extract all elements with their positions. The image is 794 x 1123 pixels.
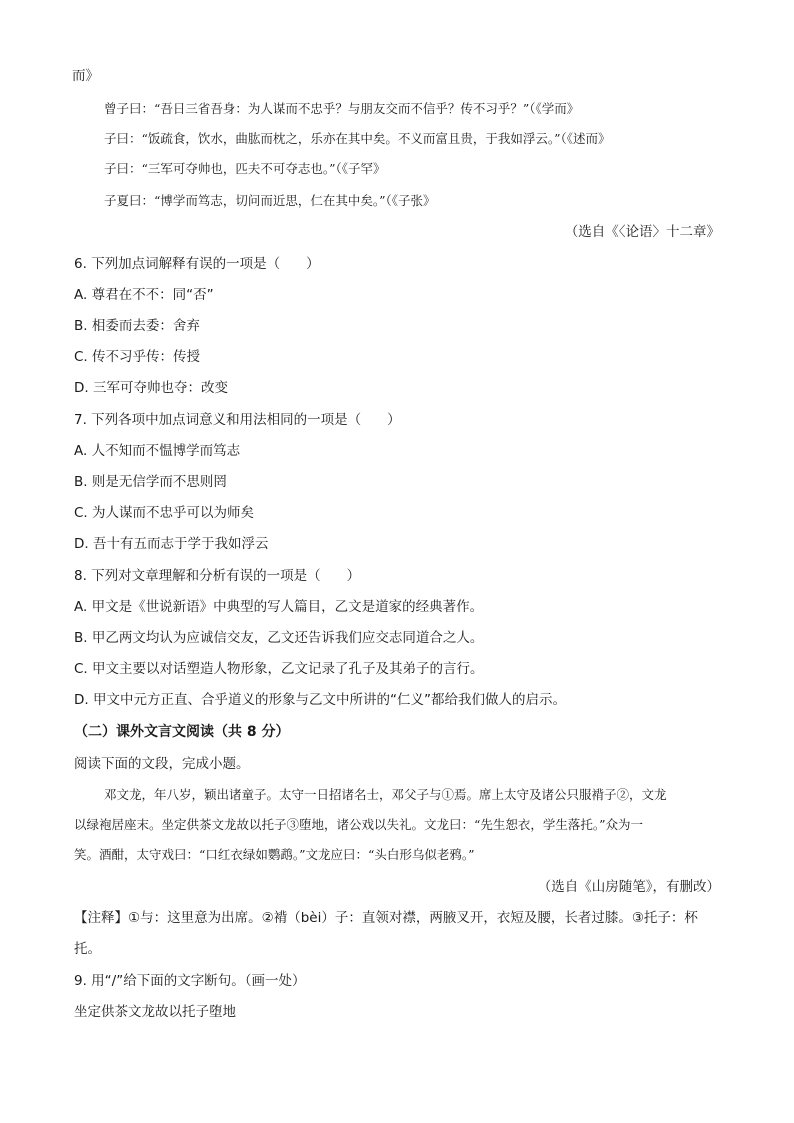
passage-line: 邓文龙，年八岁，颖出诸童子。太守一日招诸名士，邓父子与①焉。席上太守及诸公只服褙子②，文龙 bbox=[104, 787, 667, 802]
option-a: A. 尊君在不不：同“否” bbox=[74, 287, 214, 303]
source-citation: （选自《山房随笔》，有删改） bbox=[537, 879, 720, 895]
passage-line: 以绿袍居座末。坐定供茶文龙故以托子③堕地，诸公戏以失礼。文龙曰：“先生恕衣，学生落托。”众为一 bbox=[74, 817, 644, 832]
question-stem-text: 7. 下列各项中加点词意义和用法相同的一项是（ bbox=[74, 412, 362, 428]
annotation-line: 托。 bbox=[74, 941, 101, 957]
option-c: C. 传不习乎传：传授 bbox=[74, 349, 201, 365]
question-8-stem bbox=[74, 566, 360, 586]
option-a: A. 人不知而不愠博学而笃志 bbox=[74, 443, 241, 459]
source-citation: （选自《〈论语〉十二章》 bbox=[564, 224, 720, 240]
question-stem-text: 6. 下列加点词解释有误的一项是（ bbox=[74, 256, 281, 272]
question-9-stem: 9. 用“/”给下面的文字断句。（画一处） bbox=[74, 973, 306, 989]
annotation-line: 【注释】①与：这里意为出席。②褙（bèi）子：直领对襟，两腋叉开，衣短及腰，长者过膝。③托子：杯 bbox=[74, 910, 698, 926]
option-b: B. 甲乙两文均认为应诚信交友，乙文还告诉我们应交志同道合之人。 bbox=[74, 630, 484, 646]
question-stem-text: 8. 下列对文章理解和分析有误的一项是（ bbox=[74, 568, 321, 584]
option-d: D. 甲文中元方正直、合乎道义的形象与乙文中所讲的“仁义”都给我们做人的启示。 bbox=[74, 692, 566, 708]
option-a: A. 甲文是《世说新语》中典型的写人篇目，乙文是道家的经典著作。 bbox=[74, 599, 484, 615]
passage-tail: 而》 bbox=[72, 68, 99, 84]
quote-line: 子曰：“饭疏食，饮水，曲肱而枕之，乐亦在其中矣。不义而富且贵，于我如浮云。”（《述而》 bbox=[104, 131, 611, 146]
instruction-text: 阅读下面的文段，完成小题。 bbox=[74, 756, 250, 772]
option-b: B. 则是无信学而不思则罔 bbox=[74, 474, 227, 490]
question-6-stem bbox=[74, 254, 320, 274]
quote-line: 曾子曰：“吾日三省吾身：为人谋而不忠乎？与朋友交而不信乎？传不习乎？”（《学而》 bbox=[104, 101, 580, 116]
question-7-stem bbox=[74, 410, 401, 430]
question-stem-close: ） bbox=[346, 568, 361, 584]
quote-line: 子曰：“三军可夺帅也，匹夫不可夺志也。”（《子罕》 bbox=[104, 161, 386, 176]
question-stem-close: ） bbox=[306, 256, 320, 272]
option-c: C. 甲文主要以对话塑造人物形象，乙文记录了孔子及其弟子的言行。 bbox=[74, 661, 484, 677]
passage-line: 笑。酒酣，太守戏曰：“口红衣绿如鹦鹉。”文龙应曰：“头白形乌似老鸦。” bbox=[74, 847, 475, 862]
option-b: B. 相委而去委：舍弃 bbox=[74, 318, 200, 334]
question-stem-close: ） bbox=[387, 412, 401, 428]
section-heading: （二）课外文言文阅读（共 8 分） bbox=[74, 724, 290, 740]
option-c: C. 为人谋而不忠乎可以为师矣 bbox=[74, 505, 255, 521]
option-d: D. 三军可夺帅也夺：改变 bbox=[74, 380, 228, 396]
option-d: D. 吾十有五而志于学于我如浮云 bbox=[74, 536, 269, 552]
quote-line: 子夏曰：“博学而笃志，切问而近思，仁在其中矣。”（《子张》 bbox=[104, 193, 436, 208]
question-9-text[interactable]: 坐定供茶文龙故以托子堕地 bbox=[74, 1004, 236, 1020]
